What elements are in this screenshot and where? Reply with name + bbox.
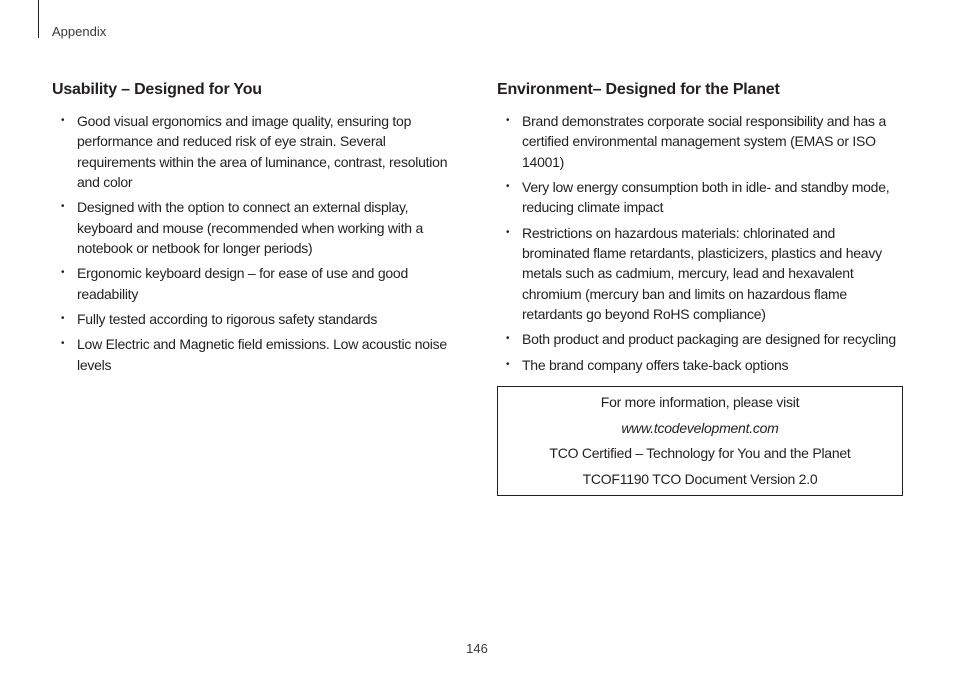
environment-column — [497, 79, 903, 496]
list-item — [497, 223, 903, 325]
list-item-text: Ergonomic keyboard design – for ease of use and good readability — [77, 265, 409, 302]
bullet-icon: • — [506, 333, 510, 345]
info-line: TCOF1190 TCO Document Version 2.0 — [582, 470, 818, 487]
info-line: TCO Certified – Technology for You and the Planet — [549, 445, 851, 462]
list-item — [497, 355, 903, 375]
page-number: 146 — [466, 641, 488, 656]
list-item-text: Fully tested according to rigorous safety standards — [77, 311, 378, 328]
list-item — [497, 177, 903, 218]
list-item — [497, 111, 903, 172]
section-label: Appendix — [52, 24, 107, 39]
usability-list — [52, 111, 457, 375]
bullet-icon: • — [61, 267, 65, 279]
list-item-text: Designed with the option to connect an external display, keyboard and mouse (recommended when working with a notebook or netbook for longer periods) — [77, 199, 423, 257]
list-item-text: Brand demonstrates corporate social responsibility and has a certified environmental management system (EMAS or ISO 14001) — [522, 113, 886, 170]
list-item — [52, 309, 457, 329]
bullet-icon: • — [61, 115, 65, 126]
list-item-text: Both product and product packaging are designed for recycling — [522, 331, 896, 348]
list-item — [52, 197, 457, 258]
bullet-icon: • — [506, 358, 510, 370]
list-item-text: Low Electric and Magnetic field emissions. Low acoustic noise levels — [77, 336, 447, 373]
list-item-text: Good visual ergonomics and image quality, ensuring top performance and reduced risk of eye strain. Several requirements within the area of luminance, contrast, resolution and color — [77, 113, 448, 191]
environment-heading: Environment– Designed for the Planet — [497, 81, 780, 98]
bullet-icon: • — [61, 201, 65, 213]
bullet-icon: • — [506, 181, 510, 193]
tco-info-box — [497, 386, 903, 496]
list-item-text: The brand company offers take-back options — [522, 356, 789, 373]
bullet-icon: • — [506, 115, 510, 126]
margin-rule — [38, 0, 39, 38]
usability-column — [52, 79, 457, 380]
list-item — [52, 334, 457, 375]
list-item — [52, 263, 457, 304]
list-item — [497, 329, 903, 349]
list-item-text: Restrictions on hazardous materials: chlorinated and brominated flame retardants, plasticizers, plastics and heavy metals such as cadmium, mercury, lead and hexavalent chromium (mercury ban and limits on hazardous flame retardants go beyond RoHS compliance) — [522, 224, 882, 323]
bullet-icon: • — [506, 226, 510, 238]
list-item-text: Very low energy consumption both in idle- and standby mode, reducing climate impact — [522, 179, 890, 216]
list-item — [52, 111, 457, 193]
usability-heading: Usability – Designed for You — [52, 81, 262, 98]
bullet-icon: • — [61, 313, 65, 325]
tco-website-link[interactable]: www.tcodevelopment.com — [621, 419, 779, 436]
bullet-icon: • — [61, 338, 65, 350]
info-line: For more information, please visit — [600, 394, 800, 411]
environment-list — [497, 111, 903, 375]
